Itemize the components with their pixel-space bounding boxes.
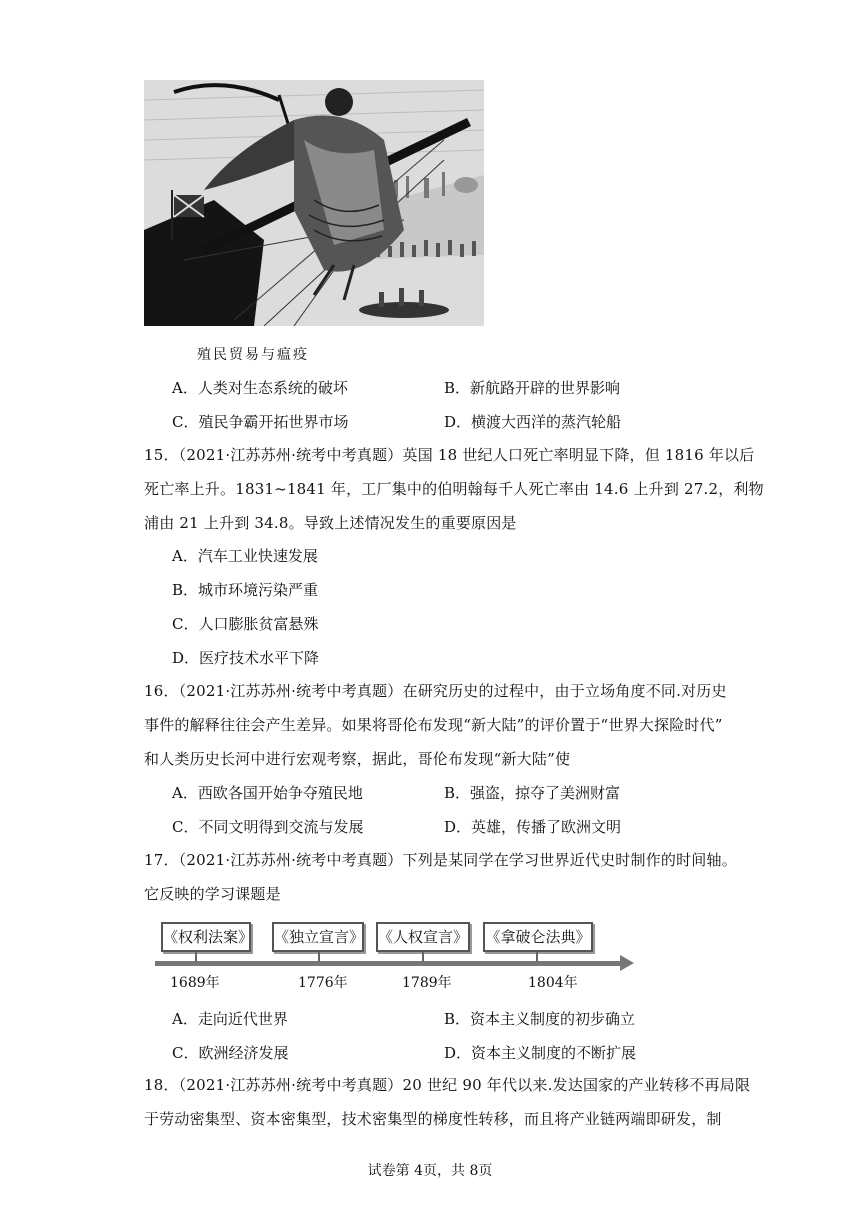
q14-option-b: B．新航路开辟的世界影响 [444,379,621,397]
q15-option-d: D．医疗技术水平下降 [172,649,320,667]
q16-stem-line2: 事件的解释往往会产生差异。如果将哥伦布发现“新大陆”的评价置于“世界大探险时代” [144,716,723,734]
q14-option-d: D．横渡大西洋的蒸汽轮船 [444,413,622,431]
q14-option-c: C．殖民争霸开拓世界市场 [172,413,349,431]
colonial-trade-plague-illustration [144,80,484,326]
q16-option-b: B．强盗，掠夺了美洲财富 [444,784,621,802]
timeline-event-4: 《拿破仑法典》 [483,922,593,952]
timeline-year-3: 1789年 [402,975,452,991]
timeline-year-1: 1689年 [170,975,220,991]
q17-option-c: C．欧洲经济发展 [172,1044,289,1062]
timeline-arrow-icon [620,955,634,971]
q17-stem-line1: 17．（2021·江苏苏州·统考中考真题）下列是某同学在学习世界近代史时制作的时间轴。 [144,851,737,869]
timeline-event-2: 《独立宣言》 [272,922,364,952]
q16-option-a: A．西欧各国开始争夺殖民地 [172,784,363,802]
timeline-year-4: 1804年 [528,975,578,991]
q17-stem-line2: 它反映的学习课题是 [144,885,281,903]
q16-option-c: C．不同文明得到交流与发展 [172,818,364,836]
q15-option-a: A．汽车工业快速发展 [172,547,318,565]
image-caption: 殖民贸易与瘟疫 [197,347,309,363]
timeline-axis [155,961,620,966]
q18-stem-line2: 于劳动密集型、资本密集型，技术密集型的梯度性转移，而且将产业链两端即研发，制 [144,1110,722,1128]
timeline-tick [195,952,197,962]
timeline-tick [422,952,424,962]
q15-stem-line3: 浦由 21 上升到 34.8。导致上述情况发生的重要原因是 [144,514,517,532]
timeline-year-2: 1776年 [298,975,348,991]
timeline-event-3: 《人权宣言》 [376,922,470,952]
q14-option-a: A．人类对生态系统的破坏 [172,379,348,397]
page-footer: 试卷第 4页，共 8页 [367,1163,493,1179]
q15-option-b: B．城市环境污染严重 [172,581,319,599]
q15-option-c: C．人口膨胀贫富悬殊 [172,615,319,633]
q17-option-a: A．走向近代世界 [172,1010,288,1028]
timeline-tick [536,952,538,962]
q15-stem-line1: 15．（2021·江苏苏州·统考中考真题）英国 18 世纪人口死亡率明显下降，但 1816 年以后 [144,446,755,464]
q15-stem-line2: 死亡率上升。1831~1841 年，工厂集中的伯明翰每千人死亡率由 14.6 上升到 27.2，利物 [144,480,764,498]
q18-stem-line1: 18．（2021·江苏苏州·统考中考真题）20 世纪 90 年代以来.发达国家的产业转移不再局限 [144,1076,751,1094]
timeline-tick [318,952,320,962]
q16-stem-line1: 16．（2021·江苏苏州·统考中考真题）在研究历史的过程中，由于立场角度不同.对历史 [144,682,727,700]
timeline-event-1: 《权利法案》 [161,922,251,952]
q17-option-d: D．资本主义制度的不断扩展 [444,1044,637,1062]
q17-option-b: B．资本主义制度的初步确立 [444,1010,636,1028]
q16-option-d: D．英雄，传播了欧洲文明 [444,818,622,836]
q16-stem-line3: 和人类历史长河中进行宏观考察，据此，哥伦布发现“新大陆”使 [144,750,571,768]
